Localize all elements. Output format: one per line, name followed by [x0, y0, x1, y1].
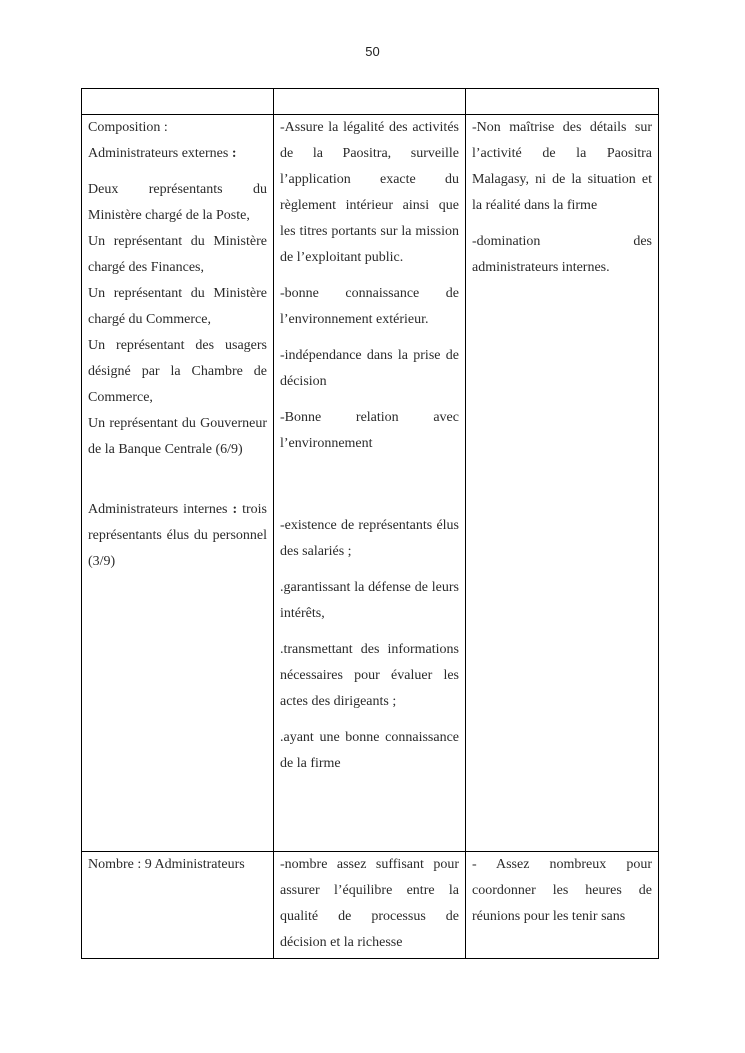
nombre-advantage-cell	[274, 852, 466, 959]
page-number: 50	[365, 44, 380, 59]
externes-item: Un représentant du Gouverneur de la Banque Centrale (6/9)	[88, 416, 267, 457]
composition-cell	[82, 115, 274, 852]
advantages-cell	[274, 115, 466, 852]
disadvantage-paragraph: -Non maîtrise des détails sur l’activité de la Paositra Malagasy, ni de la situation et la réalité dans la firme	[472, 120, 652, 213]
table-row	[82, 852, 659, 959]
composition-heading: Composition :	[88, 120, 168, 135]
nombre-disadvantage: - Assez nombreux pour coordonner les heures de réunions pour les tenir sans	[472, 857, 652, 924]
externes-colon: :	[231, 146, 237, 161]
advantage-paragraph: .transmettant des informations nécessaires pour évaluer les actes des dirigeants ;	[280, 642, 459, 709]
table-row	[82, 115, 659, 852]
header-cell-2	[274, 89, 466, 115]
advantage-paragraph: -Assure la légalité des activités de la Paositra, surveille l’application exacte du règlement intérieur ainsi que les titres portants sur la mission de l’exploitant public.	[280, 120, 459, 265]
externes-label: Administrateurs externes	[88, 146, 232, 161]
table-header-row	[82, 89, 659, 115]
advantage-paragraph: -bonne connaissance de l’environnement extérieur.	[280, 286, 459, 327]
nombre-advantage: -nombre assez suffisant pour assurer l’équilibre entre la qualité de processus de décision et la richesse	[280, 857, 459, 950]
nombre-cell	[82, 852, 274, 959]
nombre-disadvantage-cell	[466, 852, 659, 959]
advantage-paragraph: -existence de représentants élus des salariés ;	[280, 518, 459, 559]
externes-item: Un représentant des usagers désigné par la Chambre de Commerce,	[88, 338, 267, 405]
advantage-paragraph: .garantissant la défense de leurs intérêts,	[280, 580, 459, 621]
advantage-paragraph: .ayant une bonne connaissance de la firme	[280, 730, 459, 771]
internes-colon: :	[232, 502, 238, 517]
disadvantage-paragraph: -domination des administrateurs internes.	[472, 234, 652, 275]
externes-item: Un représentant du Ministère chargé du Commerce,	[88, 286, 267, 327]
externes-item: Un représentant du Ministère chargé des Finances,	[88, 234, 267, 275]
externes-item: Deux représentants du Ministère chargé de la Poste,	[88, 182, 267, 223]
externes-heading	[88, 141, 267, 167]
disadvantages-cell	[466, 115, 659, 852]
nombre-text: Nombre : 9 Administrateurs	[88, 857, 245, 872]
advantage-paragraph: -Bonne relation avec l’environnement	[280, 410, 459, 451]
internes-heading	[88, 497, 267, 575]
internes-label: Administrateurs internes	[88, 502, 233, 517]
analysis-table	[81, 88, 659, 959]
internes-text: trois représentants élus du personnel (3/9)	[88, 502, 267, 569]
header-cell-1	[82, 89, 274, 115]
header-cell-3	[466, 89, 659, 115]
advantage-paragraph: -indépendance dans la prise de décision	[280, 348, 459, 389]
